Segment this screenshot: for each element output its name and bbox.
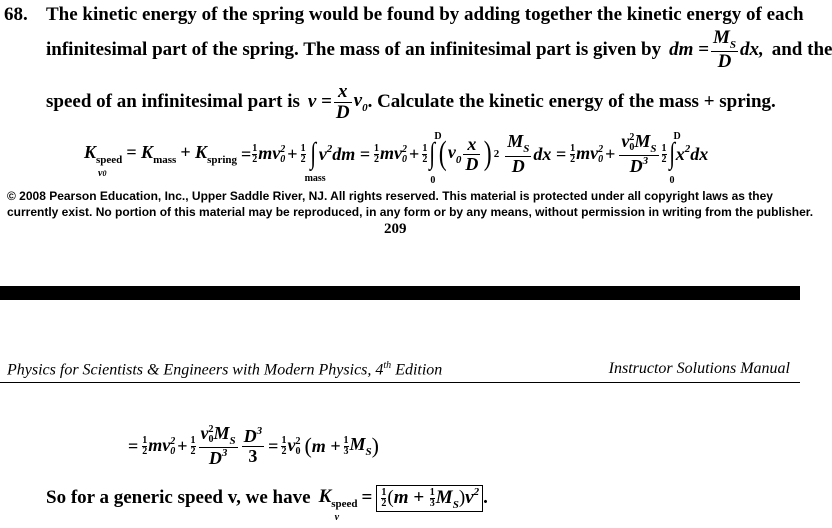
copyright-line-2: currently exist. No portion of this material may be reproduced, in any form or by any means, without permission in writing from the publisher. bbox=[7, 205, 814, 219]
copyright-line-1: © 2008 Pearson Education, Inc., Upper Saddle River, NJ. All rights reserved. This material is protected under all copyright laws as they bbox=[7, 189, 773, 203]
eq-Ms-over-D: $\frac{M_S}{D}$ bbox=[507, 131, 530, 176]
eq-v0: $v_0$ bbox=[447, 142, 462, 166]
problem-number: 68. bbox=[4, 4, 28, 25]
page-separator bbox=[0, 286, 800, 300]
line3-speed-fraction: $\frac{x}{D}$ bbox=[335, 80, 350, 123]
problem-text-line-2 bbox=[46, 26, 832, 74]
line3-text: speed of an infinitesimal part is bbox=[46, 91, 300, 112]
l1-half-3: $\frac{1}{2}$ bbox=[281, 434, 287, 457]
l1-D3-over-3: $\frac{D^3}{3}$ bbox=[243, 425, 263, 466]
eq-mv0-1: mv 2 0 bbox=[258, 143, 286, 165]
l1-third: $\frac{1}{3}$ bbox=[343, 434, 349, 457]
l1-half-2: $\frac{1}{2}$ bbox=[190, 434, 196, 457]
eq-equals-1: = bbox=[241, 143, 252, 164]
l2-text: So for a generic speed v, we have bbox=[46, 487, 311, 508]
running-header-right: Instructor Solutions Manual bbox=[608, 360, 790, 377]
line2-eq-tail: dx, bbox=[739, 39, 764, 60]
line2-eq-lhs: dm = bbox=[669, 39, 709, 60]
line3-eq-lhs: v = bbox=[307, 91, 332, 112]
eq-integral-0-D: D ∫ 0 bbox=[429, 131, 442, 186]
final-answer-box: $\frac{1}{2}$ (m + $\frac{1}{3}$ $M_S)v^2$ bbox=[376, 485, 483, 512]
eq-v2dm: $v^2dm$ = bbox=[318, 143, 371, 164]
eq-integral-mass: ∫ mass bbox=[304, 137, 326, 184]
line2-text: infinitesimal part of the spring. The mass of an infinitesimal part is given by bbox=[46, 39, 662, 60]
running-header-left: Physics for Scientists & Engineers with Modern Physics, 4th Edition bbox=[7, 360, 443, 379]
eq-half-5: $\frac{1}{2}$ bbox=[570, 142, 576, 165]
eq-v0sq-Ms-over-D3: v 2 0 $M_S$ $D^3$ bbox=[621, 130, 657, 177]
eq-integral-0-D-2: D ∫ 0 bbox=[668, 131, 681, 186]
l2-k-speed: $K_{speed}$ v bbox=[318, 486, 358, 523]
problem-text-line-3 bbox=[46, 78, 776, 126]
eq-x2dx: $x^2dx$ bbox=[675, 143, 709, 164]
line2-end: and the bbox=[771, 39, 832, 60]
header-rule bbox=[0, 382, 800, 383]
eq-half-2: $\frac{1}{2}$ bbox=[300, 142, 306, 165]
eq-half-4: $\frac{1}{2}$ bbox=[422, 142, 428, 165]
eq-mv0-2: mv 2 0 bbox=[380, 143, 408, 165]
eq-half-6: 1 2 bbox=[661, 142, 667, 165]
eq-plus-1: + bbox=[287, 143, 298, 164]
l1-v0sq: v 2 0 bbox=[287, 435, 301, 457]
eq-k-spring: + $K_{spring}$ bbox=[180, 142, 238, 166]
l1-mv0: mv 2 0 bbox=[148, 435, 176, 457]
result-line-1: = $\frac{1}{2}$ mv 2 0 + $\frac{1}{2}$ v 2 0 $M_S$ $D^3$ $\frac{D^3}{3}$ = $\frac{1}{2}$ v 2 0 ( m + $\frac{1}{3}$ $M_S$ ) bbox=[128, 422, 379, 469]
eq-half-1: $\frac{1}{2}$ bbox=[252, 142, 258, 165]
eq-k-mass: = $K_{mass}$ bbox=[126, 142, 177, 166]
result-line-2: So for a generic speed v, we have $K_{speed}$ v = $\frac{1}{2}$ (m + $\frac{1}{3}$ $M_S)v^2$ . bbox=[46, 485, 488, 523]
kinetic-energy-equation: $K_{speed}$ v0 = $K_{mass}$ + $K_{spring}$ = $\frac{1}{2}$ mv 2 0 + $\frac{1}{2}$ ∫ mass $v^2dm$ = $\frac{1}{2}$ mv 2 0 + $\frac{1}{2}$ D ∫ 0 ( $v_0$ $\frac{x}{D}$ ) 2 $\frac{M_S}{D}$ dx = $\frac{1}{2}$ mv 2 0 + v 2 0 $M_S$ $D^3$ 1 2 D ∫ 0 $x^2dx$ bbox=[84, 130, 709, 186]
eq-squared: 2 bbox=[493, 148, 500, 160]
eq-plus-2: + bbox=[409, 143, 420, 164]
l1-v0sq-Ms-over-D3: v 2 0 $M_S$ $D^3$ bbox=[200, 422, 236, 469]
problem-text-line-1: The kinetic energy of the spring would be found by adding together the kinetic energy of each bbox=[46, 4, 804, 25]
eq-half-3: $\frac{1}{2}$ bbox=[374, 142, 380, 165]
line3-eq-tail: $v_0$ bbox=[353, 90, 368, 114]
eq-x-over-D: $\frac{x}{D}$ bbox=[465, 133, 479, 174]
eq-dx: dx = bbox=[533, 143, 567, 164]
eq-plus-3: + bbox=[605, 143, 616, 164]
eq-k-speed: $K_{speed}$ v0 bbox=[84, 142, 123, 179]
l1-half-1: $\frac{1}{2}$ bbox=[142, 434, 148, 457]
eq-mv0-3: mv 2 0 bbox=[576, 143, 604, 165]
line3-end: . Calculate the kinetic energy of the mass + spring. bbox=[367, 91, 776, 112]
line2-mass-fraction: $\frac{M_S}{D}$ bbox=[712, 26, 736, 73]
page-number: 209 bbox=[384, 221, 407, 237]
